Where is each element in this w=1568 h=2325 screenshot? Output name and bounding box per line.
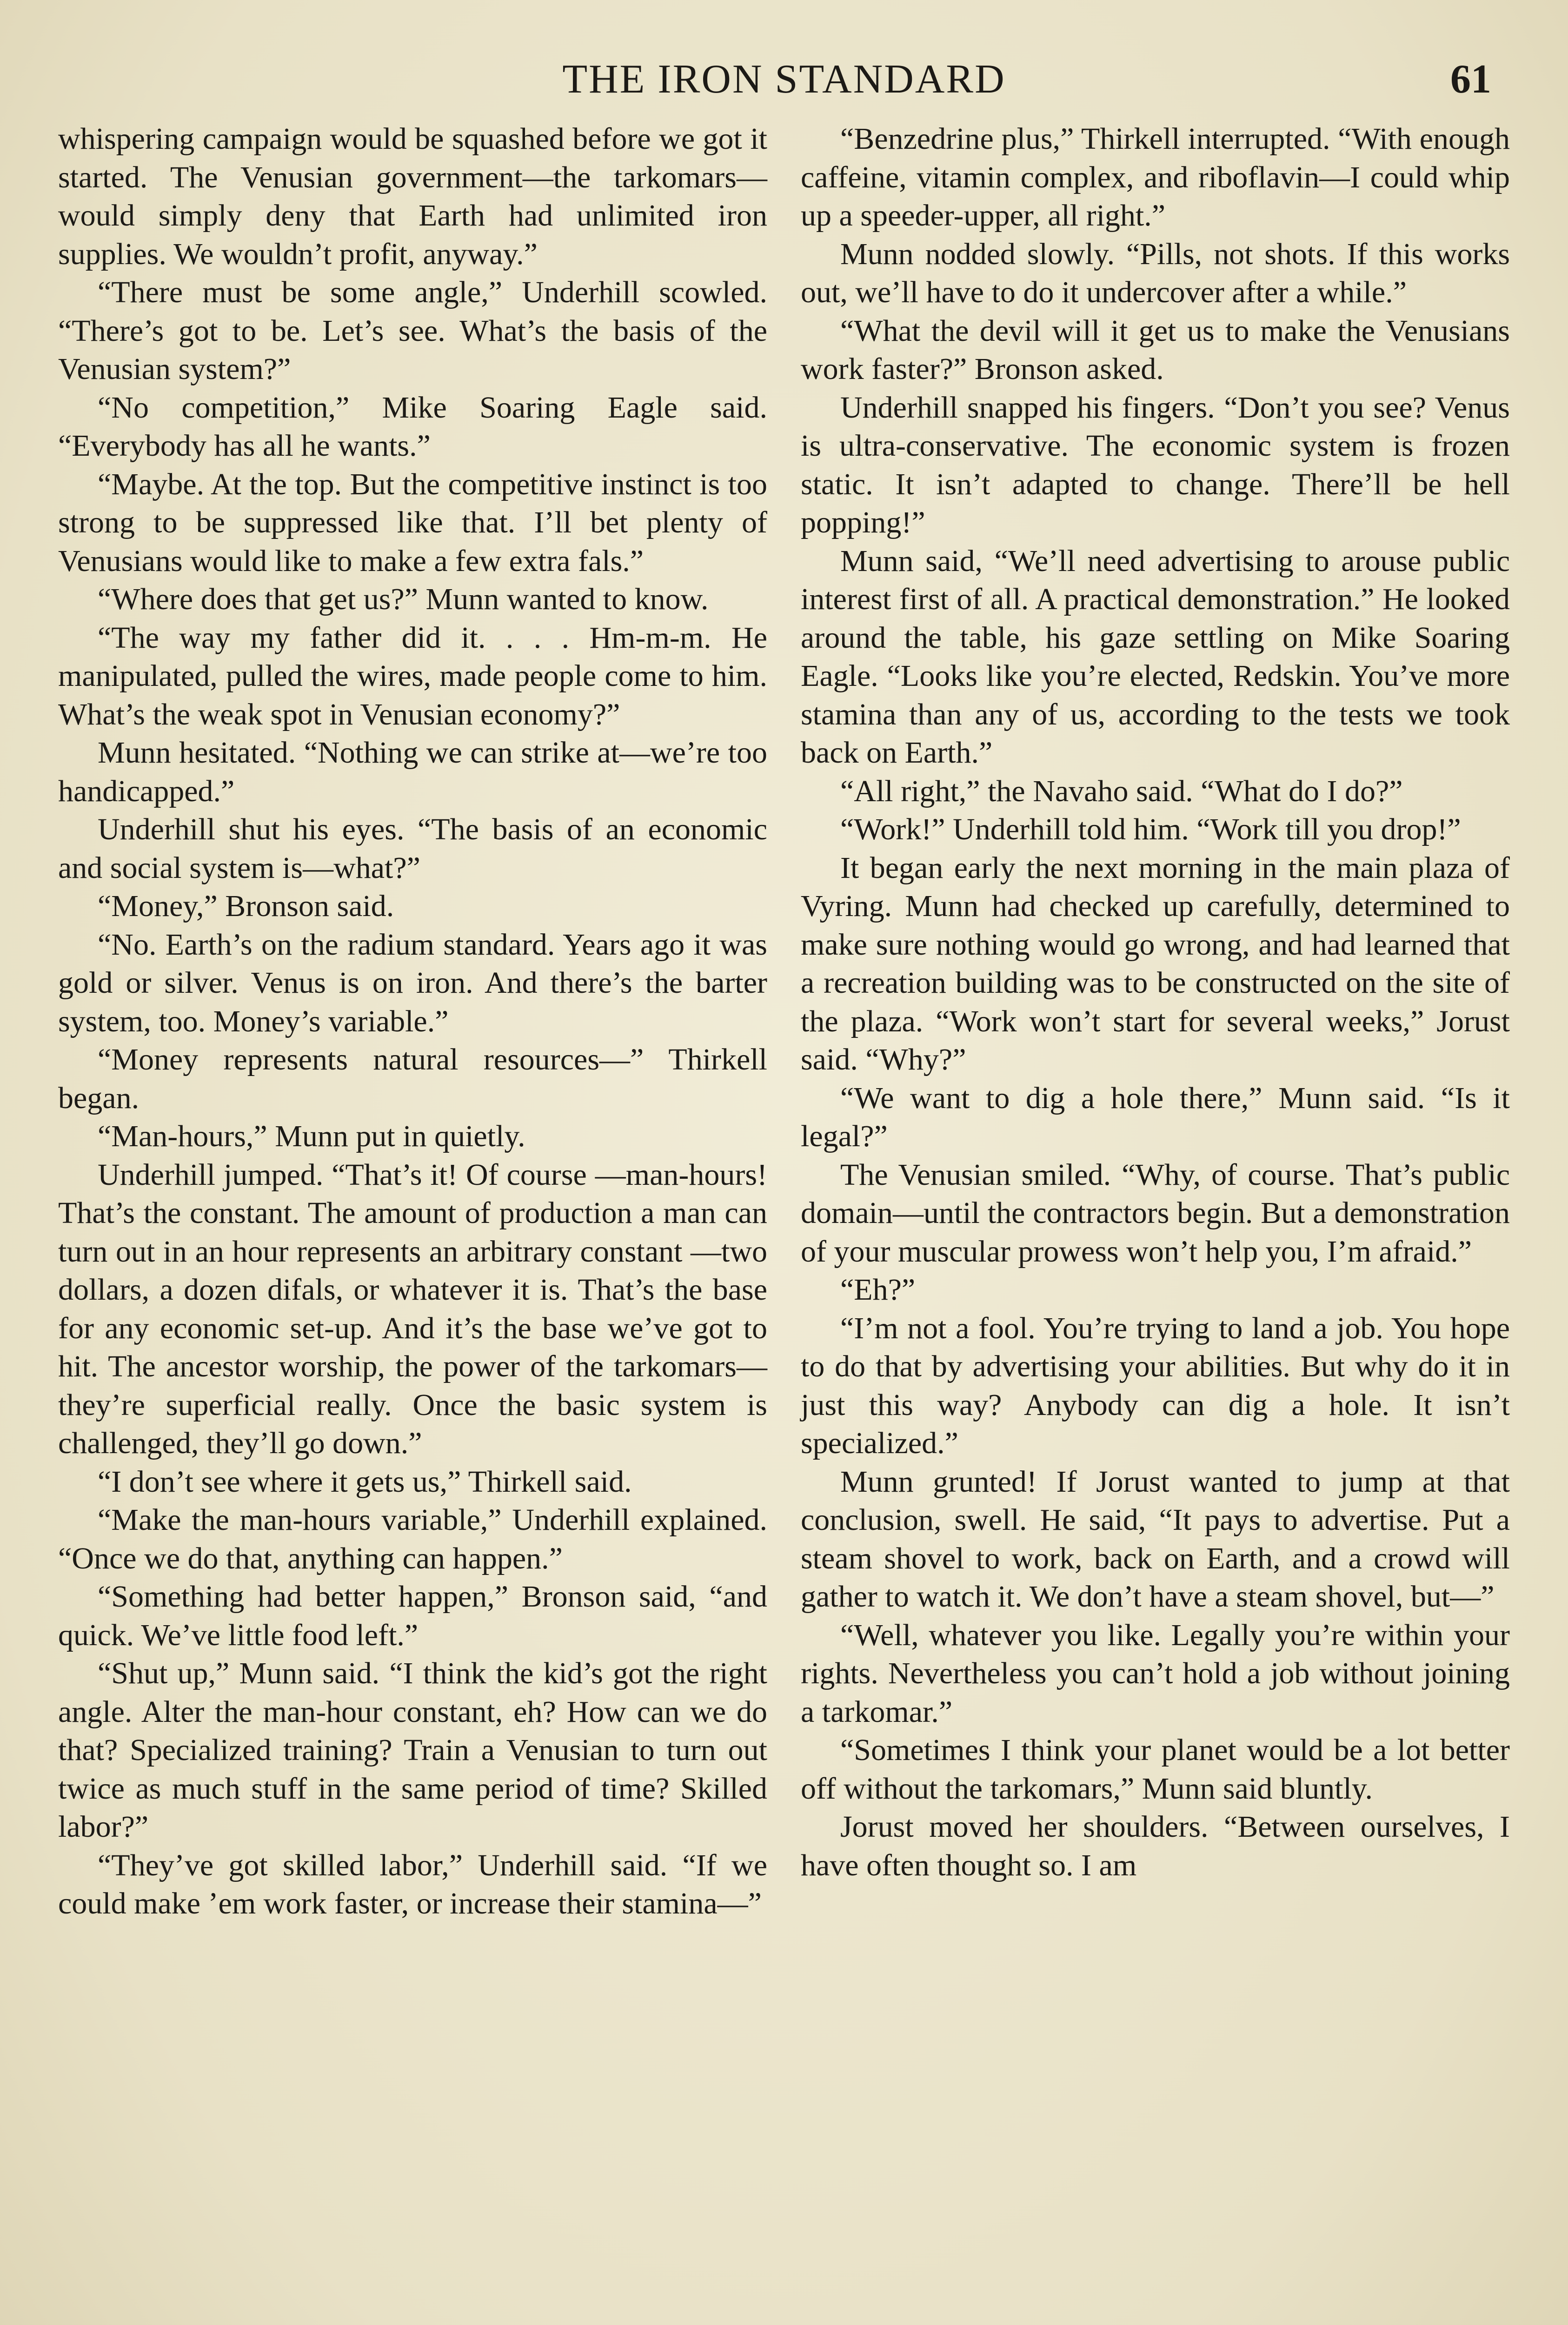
paragraph: Munn nodded slowly. “Pills, not shots. If this works out, we’ll have to do it undercover after a while.” [801,237,1518,309]
paragraph: Jorust moved her shoulders. “Between ourselves, I have often thought so. I am [801,1810,1518,1882]
paragraph: “No. Earth’s on the radium standard. Years ago it was gold or silver. Venus is on iron. And there’s the barter system, too. Money’s variable.” [58,927,775,1038]
paragraph: “Work!” Underhill told him. “Work till you drop!” [840,812,1461,846]
paragraph: “All right,” the Navaho said. “What do I do?” [840,774,1403,808]
paragraph: Munn grunted! If Jorust wanted to jump at that conclusion, swell. He said, “It pays to advertise. Put a steam shovel to work, back on Earth, and a crowd will gather to watch it. We don’t have a steam shovel, but—” [801,1464,1518,1614]
paragraph: Underhill snapped his fingers. “Don’t you see? Venus is ultra-conservative. The economic system is frozen static. It isn’t adapted to change. There’ll be hell popping!” [801,390,1518,539]
left-column [58,120,775,2325]
paragraph: It began early the next morning in the main plaza of Vyring. Munn had checked up carefully, determined to make sure nothing would go wrong, and had learned that a recreation building was to be constructed on the site of the plaza. “Work won’t start for several weeks,” Jorust said. “Why?” [801,850,1518,1076]
paragraph: “Maybe. At the top. But the competitive instinct is too strong to be suppressed like that. I’ll bet plenty of Venusians would like to make a few extra fals.” [58,467,775,578]
paragraph: whispering campaign would be squashed before we got it started. The Venusian government—the tarkomars—would simply deny that Earth had unlimited iron supplies. We wouldn’t profit, anyway.” [58,122,775,271]
paragraph: “Where does that get us?” Munn wanted to know. [98,582,709,616]
paragraph: “I don’t see where it gets us,” Thirkell said. [98,1464,632,1499]
paragraph: “Shut up,” Munn said. “I think the kid’s got the right angle. Alter the man-hour constant, eh? How can we do that? Specialized training? Train a Venusian to turn out twice as much stuff in the same period of time? Skilled labor?” [58,1656,775,1844]
paragraph: “Money,” Bronson said. [98,889,394,923]
running-head: THE IRON STANDARD [562,57,1006,102]
paragraph: “Money represents natural resources—” Thirkell began. [58,1043,775,1115]
paragraph: Underhill jumped. “That’s it! Of course —man-hours! That’s the constant. The amount of production a man can turn out in an hour represents an arbitrary constant —two dollars, a dozen difals, or whatever it is. That’s the base for any economic set-up. And it’s the base we’ve got to hit. The ancestor worship, the power of the tarkomars—they’re superficial really. Once the basic system is challenged, they’ll go down.” [58,1157,775,1460]
paragraph: “Eh?” [840,1273,916,1307]
paragraph: “No competition,” Mike Soaring Eagle said. “Everybody has all he wants.” [58,390,775,463]
paragraph: “Make the man-hours variable,” Underhill explained. “Once we do that, anything can happen.” [58,1503,775,1575]
paragraph: “The way my father did it. . . . Hm-m-m. He manipulated, pulled the wires, made people come to him. What’s the weak spot in Venusian economy?” [58,620,775,731]
paragraph: “Well, whatever you like. Legally you’re within your rights. Nevertheless you can’t hold a job without joining a tarkomar.” [801,1618,1518,1729]
paragraph: Underhill shut his eyes. “The basis of an economic and social system is—what?” [58,812,775,885]
paragraph: “Benzedrine plus,” Thirkell interrupted. “With enough caffeine, vitamin complex, and riboflavin—I could whip up a speeder-upper, all right.” [801,122,1518,232]
paragraph: “Man-hours,” Munn put in quietly. [98,1119,525,1153]
paragraph: The Venusian smiled. “Why, of course. That’s public domain—until the contractors begin. But a demonstration of your muscular prowess won’t help you, I’m afraid.” [801,1157,1518,1269]
right-column [801,120,1518,2325]
paragraph: “Sometimes I think your planet would be a lot better off without the tarkomars,” Munn said bluntly. [801,1733,1518,1806]
paragraph: “I’m not a fool. You’re trying to land a job. You hope to do that by advertising your abilities. But why do it in just this way? Anybody can dig a hole. It isn’t specialized.” [801,1311,1518,1460]
paragraph: “What the devil will it get us to make the Venusians work faster?” Bronson asked. [801,313,1518,386]
page-number: 61 [1450,57,1491,102]
paragraph: Munn said, “We’ll need advertising to arouse public interest first of all. A practical demonstration.” He looked around the table, his gaze settling on Mike Soaring Eagle. “Looks like you’re elected, Redskin. You’ve more stamina than any of us, according to the tests we took back on Earth.” [801,544,1518,770]
page-header [51,56,1517,107]
paragraph: “Something had better happen,” Bronson said, “and quick. We’ve little food left.” [58,1580,775,1652]
paragraph: “We want to dig a hole there,” Munn said. “Is it legal?” [801,1081,1518,1153]
paragraph: Munn hesitated. “Nothing we can strike at—we’re too handicapped.” [58,736,775,808]
paragraph: “They’ve got skilled labor,” Underhill said. “If we could make ’em work faster, or increase their stamina—” [58,1848,775,1920]
paragraph: “There must be some angle,” Underhill scowled. “There’s got to be. Let’s see. What’s the basis of the Venusian system?” [58,275,775,386]
